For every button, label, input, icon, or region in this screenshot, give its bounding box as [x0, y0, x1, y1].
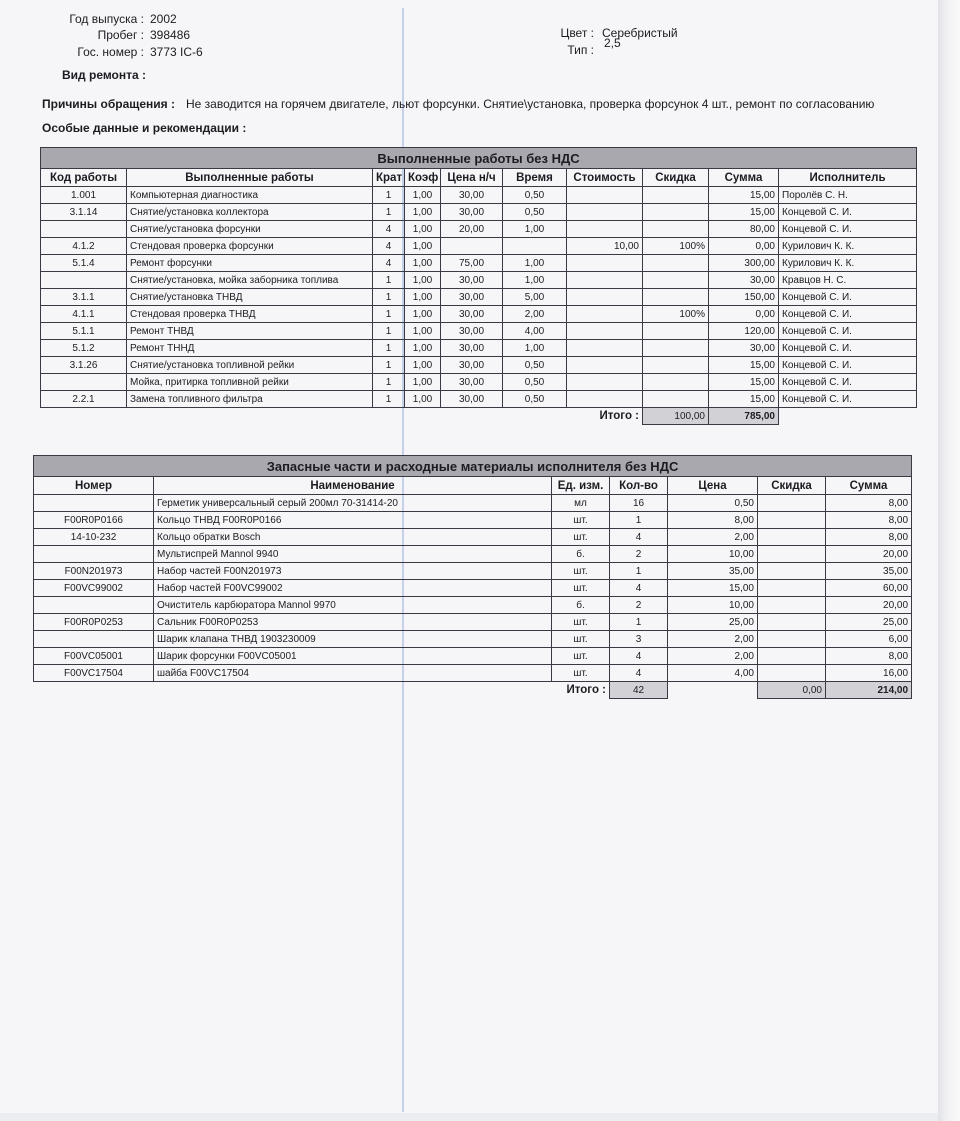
table-cell: 1 — [373, 323, 405, 340]
year-label: Год выпуска : — [69, 12, 144, 26]
table-cell: 1,00 — [503, 272, 567, 289]
color-label: Цвет : — [560, 26, 594, 40]
table-row — [41, 289, 917, 306]
table-cell: F00N201973 — [34, 563, 154, 580]
table-cell — [41, 272, 127, 289]
parts-col-header: Ед. изм. — [552, 477, 610, 495]
table-cell — [643, 289, 709, 306]
table-cell: 4.1.1 — [41, 306, 127, 323]
table-cell: Герметик универсальный серый 200мл 70-31414-20 — [154, 495, 552, 512]
table-cell: 15,00 — [709, 204, 779, 221]
table-cell: 10,00 — [668, 546, 758, 563]
table-cell: Ремонт форсунки — [127, 255, 373, 272]
table-cell: Концевой С. И. — [779, 289, 917, 306]
table-cell — [567, 255, 643, 272]
table-cell: F00R0P0253 — [34, 614, 154, 631]
table-cell: 30,00 — [441, 340, 503, 357]
table-cell — [567, 340, 643, 357]
table-cell: 10,00 — [668, 597, 758, 614]
scan-edge-shadow — [938, 0, 960, 1121]
table-cell: 30,00 — [441, 391, 503, 408]
works-col-header: Время — [503, 169, 567, 187]
table-cell: б. — [552, 597, 610, 614]
works-total-label: Итого : — [599, 410, 639, 423]
table-row — [34, 648, 912, 665]
parts-total-sum: 214,00 — [826, 682, 912, 699]
parts-col-header: Сумма — [826, 477, 912, 495]
table-row — [34, 614, 912, 631]
table-cell: 60,00 — [826, 580, 912, 597]
table-cell: 1,00 — [503, 340, 567, 357]
table-cell: Мойка, притирка топливной рейки — [127, 374, 373, 391]
table-row — [41, 204, 917, 221]
table-cell: 75,00 — [441, 255, 503, 272]
table-cell: 1 — [610, 563, 668, 580]
table-cell: Концевой С. И. — [779, 306, 917, 323]
table-cell — [758, 546, 826, 563]
table-cell: 4.1.2 — [41, 238, 127, 255]
table-cell: 1,00 — [405, 289, 441, 306]
table-cell: Набор частей F00VC99002 — [154, 580, 552, 597]
table-cell: 1,00 — [503, 255, 567, 272]
table-cell: 0,50 — [503, 204, 567, 221]
table-cell: 80,00 — [709, 221, 779, 238]
table-cell: 3.1.26 — [41, 357, 127, 374]
table-row — [41, 255, 917, 272]
table-cell: 16,00 — [826, 665, 912, 682]
table-cell: 8,00 — [826, 648, 912, 665]
table-cell: Мультиспрей Mannol 9940 — [154, 546, 552, 563]
table-cell: 1 — [373, 204, 405, 221]
type-label: Тип : — [567, 43, 594, 57]
table-cell — [643, 255, 709, 272]
table-cell: 30,00 — [441, 306, 503, 323]
table-cell: Курилович К. К. — [779, 255, 917, 272]
table-cell: 0,50 — [503, 391, 567, 408]
table-cell: шт. — [552, 512, 610, 529]
table-cell: F00VC99002 — [34, 580, 154, 597]
table-row — [34, 631, 912, 648]
table-cell: Концевой С. И. — [779, 391, 917, 408]
table-cell: 1 — [373, 357, 405, 374]
table-cell — [34, 631, 154, 648]
table-cell — [34, 495, 154, 512]
table-cell — [758, 631, 826, 648]
reasons-value: Не заводится на горячем двигателе, льют форсунки. Снятие\установка, проверка форсунок 4 шт., ремонт по согласованию — [186, 97, 875, 111]
table-cell — [643, 204, 709, 221]
table-cell — [567, 272, 643, 289]
table-cell: Шарик клапана ТНВД 1903230009 — [154, 631, 552, 648]
table-cell: 1 — [373, 340, 405, 357]
table-cell: Снятие/установка, мойка заборника топлива — [127, 272, 373, 289]
table-cell: 15,00 — [709, 391, 779, 408]
table-cell: 35,00 — [668, 563, 758, 580]
table-cell: Ремонт ТННД — [127, 340, 373, 357]
table-cell — [643, 187, 709, 204]
table-cell: Курилович К. К. — [779, 238, 917, 255]
table-cell: 30,00 — [441, 357, 503, 374]
parts-col-header: Номер — [34, 477, 154, 495]
works-total-sum: 785,00 — [709, 408, 779, 425]
table-cell: 15,00 — [668, 580, 758, 597]
works-col-header: Цена н/ч — [441, 169, 503, 187]
table-cell: 1,00 — [405, 221, 441, 238]
table-cell: 1 — [373, 374, 405, 391]
plate-value: 3773 IC-6 — [150, 45, 203, 59]
table-cell: Поролёв С. Н. — [779, 187, 917, 204]
table-cell: Шарик форсунки F00VC05001 — [154, 648, 552, 665]
works-table — [40, 147, 917, 425]
table-cell: 1 — [373, 289, 405, 306]
table-cell — [34, 597, 154, 614]
table-cell: 1,00 — [405, 187, 441, 204]
table-cell — [758, 665, 826, 682]
table-cell: б. — [552, 546, 610, 563]
table-cell: 1,00 — [503, 221, 567, 238]
table-cell: 15,00 — [709, 374, 779, 391]
table-cell — [643, 272, 709, 289]
table-row — [34, 563, 912, 580]
table-cell: 1,00 — [405, 340, 441, 357]
works-col-header: Скидка — [643, 169, 709, 187]
works-col-header: Выполненные работы — [127, 169, 373, 187]
table-cell: Замена топливного фильтра — [127, 391, 373, 408]
table-cell: 1,00 — [405, 306, 441, 323]
table-cell: 3 — [610, 631, 668, 648]
table-cell: 1,00 — [405, 238, 441, 255]
table-cell — [567, 391, 643, 408]
table-cell — [758, 512, 826, 529]
table-cell — [758, 529, 826, 546]
table-cell: 5.1.2 — [41, 340, 127, 357]
table-cell — [441, 238, 503, 255]
table-row — [41, 374, 917, 391]
parts-total-label: Итого : — [566, 684, 606, 697]
table-cell: Кравцов Н. С. — [779, 272, 917, 289]
table-cell: 30,00 — [441, 272, 503, 289]
parts-col-header: Кол-во — [610, 477, 668, 495]
table-cell — [758, 597, 826, 614]
table-cell: шт. — [552, 631, 610, 648]
table-cell: 2 — [610, 597, 668, 614]
table-cell: Концевой С. И. — [779, 323, 917, 340]
repair-type-label: Вид ремонта : — [62, 68, 147, 82]
table-cell: 8,00 — [668, 512, 758, 529]
table-cell: 1,00 — [405, 255, 441, 272]
table-cell: Концевой С. И. — [779, 204, 917, 221]
works-col-header: Сумма — [709, 169, 779, 187]
table-cell: шт. — [552, 529, 610, 546]
works-col-header: Стоимость — [567, 169, 643, 187]
table-row — [41, 306, 917, 323]
table-cell: 16 — [610, 495, 668, 512]
parts-col-header: Наименование — [154, 477, 552, 495]
table-cell: 1 — [373, 187, 405, 204]
table-cell: 5.1.4 — [41, 255, 127, 272]
table-cell: 25,00 — [668, 614, 758, 631]
table-cell — [567, 187, 643, 204]
table-cell: Концевой С. И. — [779, 221, 917, 238]
table-cell: 14-10-232 — [34, 529, 154, 546]
table-cell: F00VC17504 — [34, 665, 154, 682]
table-cell: 4 — [610, 529, 668, 546]
table-cell: 20,00 — [441, 221, 503, 238]
table-cell: 5.1.1 — [41, 323, 127, 340]
table-cell: F00VC05001 — [34, 648, 154, 665]
table-cell: 1.001 — [41, 187, 127, 204]
table-cell: 30,00 — [441, 187, 503, 204]
table-cell: Набор частей F00N201973 — [154, 563, 552, 580]
works-total-discount: 100,00 — [643, 408, 709, 425]
table-row — [41, 340, 917, 357]
table-cell: 0,00 — [709, 306, 779, 323]
table-cell — [643, 340, 709, 357]
table-cell: 8,00 — [826, 512, 912, 529]
table-cell: Очиститель карбюратора Mannol 9970 — [154, 597, 552, 614]
table-cell: Стендовая проверка ТНВД — [127, 306, 373, 323]
table-cell — [758, 614, 826, 631]
table-cell — [567, 306, 643, 323]
table-cell: 2.2.1 — [41, 391, 127, 408]
table-cell: 100% — [643, 306, 709, 323]
parts-total-qty: 42 — [610, 682, 668, 699]
table-cell: 0,50 — [503, 374, 567, 391]
table-row — [34, 580, 912, 597]
table-cell: 1,00 — [405, 323, 441, 340]
table-cell — [41, 221, 127, 238]
parts-col-header: Скидка — [758, 477, 826, 495]
table-cell: 15,00 — [709, 357, 779, 374]
table-cell: 4 — [373, 238, 405, 255]
table-cell: шт. — [552, 665, 610, 682]
table-cell: 150,00 — [709, 289, 779, 306]
table-cell: 0,50 — [668, 495, 758, 512]
works-col-header: Крат — [373, 169, 405, 187]
table-cell — [503, 238, 567, 255]
table-cell: 1 — [610, 614, 668, 631]
table-cell: 30,00 — [441, 374, 503, 391]
table-cell: 30,00 — [441, 204, 503, 221]
works-col-header: Коэф — [405, 169, 441, 187]
table-cell: 1,00 — [405, 272, 441, 289]
table-cell: Концевой С. И. — [779, 357, 917, 374]
table-cell: 1 — [373, 391, 405, 408]
table-row — [41, 187, 917, 204]
table-row — [41, 272, 917, 289]
table-cell: 6,00 — [826, 631, 912, 648]
table-cell — [41, 374, 127, 391]
table-cell: 20,00 — [826, 597, 912, 614]
table-cell: 2,00 — [668, 529, 758, 546]
table-cell: шайба F00VC17504 — [154, 665, 552, 682]
table-cell: 300,00 — [709, 255, 779, 272]
table-cell: 100% — [643, 238, 709, 255]
table-cell: 4 — [610, 580, 668, 597]
table-cell: Компьютерная диагностика — [127, 187, 373, 204]
table-cell — [567, 289, 643, 306]
special-notes-label: Особые данные и рекомендации : — [42, 121, 247, 135]
works-col-header: Код работы — [41, 169, 127, 187]
table-cell — [758, 648, 826, 665]
table-cell: Кольцо обратки Bosch — [154, 529, 552, 546]
table-cell: 1,00 — [405, 391, 441, 408]
table-cell — [567, 204, 643, 221]
table-cell: 4 — [610, 648, 668, 665]
table-cell: 25,00 — [826, 614, 912, 631]
table-cell: 30,00 — [441, 289, 503, 306]
table-cell: 4,00 — [503, 323, 567, 340]
table-cell — [758, 495, 826, 512]
table-row — [41, 221, 917, 238]
table-cell: шт. — [552, 648, 610, 665]
table-cell: 1 — [373, 306, 405, 323]
table-cell: Концевой С. И. — [779, 340, 917, 357]
parts-caption: Запасные части и расходные материалы исполнителя без НДС — [34, 456, 912, 477]
table-cell: 10,00 — [567, 238, 643, 255]
table-cell: 4,00 — [668, 665, 758, 682]
mileage-value: 398486 — [150, 28, 191, 42]
parts-total-discount: 0,00 — [758, 682, 826, 699]
table-cell: Ремонт ТНВД — [127, 323, 373, 340]
table-cell: Концевой С. И. — [779, 374, 917, 391]
table-cell: 4 — [373, 255, 405, 272]
reasons-label: Причины обращения : — [42, 97, 176, 111]
table-cell: мл — [552, 495, 610, 512]
table-cell: 1,00 — [405, 357, 441, 374]
parts-table — [33, 455, 912, 699]
color-value: Серебристый — [602, 26, 678, 40]
table-cell: 2,00 — [503, 306, 567, 323]
table-cell — [758, 563, 826, 580]
plate-label: Гос. номер : — [77, 45, 144, 59]
table-cell: 2,00 — [668, 648, 758, 665]
table-cell: 30,00 — [709, 340, 779, 357]
table-cell: 35,00 — [826, 563, 912, 580]
table-cell: шт. — [552, 614, 610, 631]
table-cell: 1,00 — [405, 374, 441, 391]
table-cell — [34, 546, 154, 563]
table-cell: 8,00 — [826, 495, 912, 512]
table-cell: 1,00 — [405, 204, 441, 221]
table-cell: 15,00 — [709, 187, 779, 204]
table-cell — [643, 323, 709, 340]
table-cell: 3.1.1 — [41, 289, 127, 306]
table-cell: Снятие/установка коллектора — [127, 204, 373, 221]
table-cell: 5,00 — [503, 289, 567, 306]
table-cell — [643, 391, 709, 408]
table-cell: Кольцо ТНВД F00R0P0166 — [154, 512, 552, 529]
table-cell: F00R0P0166 — [34, 512, 154, 529]
table-cell — [567, 323, 643, 340]
works-col-header: Исполнитель — [779, 169, 917, 187]
table-cell — [758, 580, 826, 597]
table-cell — [567, 221, 643, 238]
table-cell: 30,00 — [709, 272, 779, 289]
type-value: 2,5 — [604, 36, 621, 50]
table-cell: Сальник F00R0P0253 — [154, 614, 552, 631]
table-cell: Снятие/установка форсунки — [127, 221, 373, 238]
table-cell: 2 — [610, 546, 668, 563]
table-row — [41, 391, 917, 408]
table-cell — [567, 357, 643, 374]
table-cell: 0,50 — [503, 187, 567, 204]
table-row — [41, 238, 917, 255]
table-cell: 2,00 — [668, 631, 758, 648]
table-cell: Стендовая проверка форсунки — [127, 238, 373, 255]
mileage-label: Пробег : — [97, 28, 144, 42]
table-cell — [643, 357, 709, 374]
table-cell: 1 — [373, 272, 405, 289]
table-cell: 3.1.14 — [41, 204, 127, 221]
table-cell: 30,00 — [441, 323, 503, 340]
table-row — [41, 357, 917, 374]
table-cell: 20,00 — [826, 546, 912, 563]
table-cell: Снятие/установка топливной рейки — [127, 357, 373, 374]
parts-col-header: Цена — [668, 477, 758, 495]
table-cell — [643, 374, 709, 391]
table-row — [34, 665, 912, 682]
table-cell: шт. — [552, 580, 610, 597]
table-row — [34, 529, 912, 546]
table-cell: 8,00 — [826, 529, 912, 546]
table-cell — [567, 374, 643, 391]
table-cell: 1 — [610, 512, 668, 529]
works-caption: Выполненные работы без НДС — [41, 148, 917, 169]
table-row — [34, 546, 912, 563]
table-row — [41, 323, 917, 340]
table-cell: 0,50 — [503, 357, 567, 374]
table-cell — [643, 221, 709, 238]
table-cell: Снятие/установка ТНВД — [127, 289, 373, 306]
table-row — [34, 512, 912, 529]
table-cell: 120,00 — [709, 323, 779, 340]
table-cell: 0,00 — [709, 238, 779, 255]
table-cell: шт. — [552, 563, 610, 580]
table-row — [34, 597, 912, 614]
table-cell: 4 — [373, 221, 405, 238]
table-row — [34, 495, 912, 512]
table-cell: 4 — [610, 665, 668, 682]
year-value: 2002 — [150, 12, 177, 26]
